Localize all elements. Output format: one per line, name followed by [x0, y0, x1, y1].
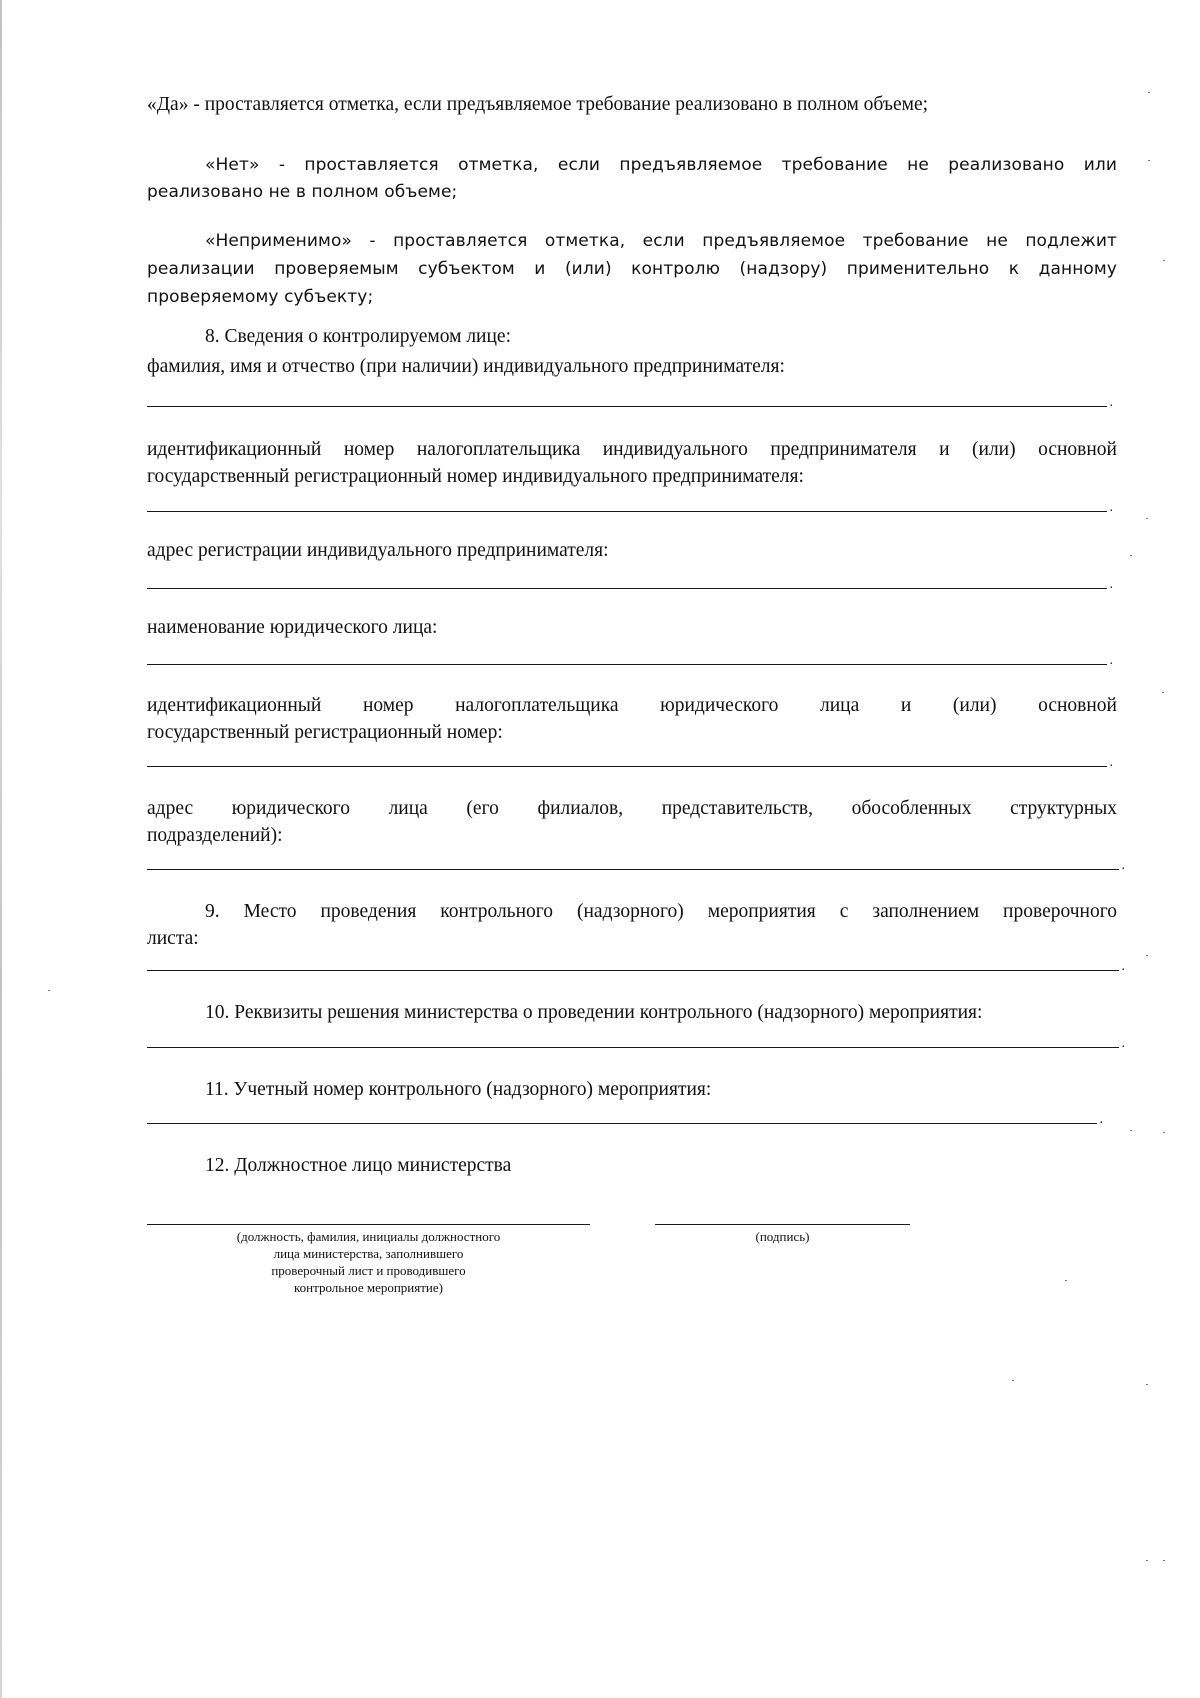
scan-speck — [1163, 1560, 1165, 1561]
le-name-label: наименование юридического лица: — [147, 617, 438, 638]
section11-fill-line[interactable] — [147, 1112, 1103, 1127]
le-address-label-line1: адрес юридического лица (его филиалов, представительств, обособленных структурных — [147, 798, 1117, 819]
signature-line[interactable] — [655, 1224, 910, 1225]
scan-speck — [1130, 1130, 1132, 1131]
line-end-mark: . — [1121, 1036, 1125, 1051]
scan-speck — [1146, 518, 1148, 519]
scan-speck — [1163, 260, 1165, 261]
scan-speck — [1146, 1560, 1148, 1561]
line-end-mark: . — [1109, 395, 1113, 410]
ip-inn-label-line1: идентификационный номер налогоплательщика индивидуального предпринимателя и (или) основной — [147, 439, 1117, 460]
line-end-mark: . — [1109, 500, 1113, 515]
scan-speck — [1148, 160, 1150, 161]
line-end-mark: . — [1109, 755, 1113, 770]
scan-speck — [1012, 1380, 1014, 1381]
legend-na-line1: «Неприменимо» - проставляется отметка, если предъявляемое требование не подлежит — [205, 231, 1117, 251]
line-end-mark: . — [1109, 577, 1113, 592]
ip-address-label: адрес регистрации индивидуального предпринимателя: — [147, 540, 609, 561]
line-end-mark: . — [1109, 653, 1113, 668]
legend-na-line3: проверяемому субъекту; — [147, 287, 374, 307]
scan-speck — [1146, 1384, 1148, 1385]
official-signature-line[interactable] — [147, 1224, 590, 1225]
line-end-mark: . — [1121, 858, 1125, 873]
le-inn-label-line1: идентификационный номер налогоплательщика юридического лица и (или) основной — [147, 695, 1117, 716]
ip-inn-label-line2: государственный регистрационный номер индивидуального предпринимателя: — [147, 466, 804, 487]
scan-edge — [0, 0, 2, 1698]
section10-text: 10. Реквизиты решения министерства о проведении контрольного (надзорного) мероприятия: — [205, 1002, 983, 1023]
le-inn-fill-line[interactable] — [147, 755, 1113, 770]
scan-speck — [1148, 92, 1150, 93]
signature-caption: (подпись) — [755, 1229, 810, 1244]
official-caption-line1: (должность, фамилия, инициалы должностного — [236, 1229, 501, 1244]
line-end-mark: . — [1099, 1112, 1103, 1127]
section8-heading: 8. Сведения о контролируемом лице: — [205, 326, 512, 347]
le-address-label-line2: подразделений): — [147, 825, 283, 846]
legend-no-line1: «Нет» - проставляется отметка, если предъявляемое требование не реализовано или — [205, 155, 1117, 175]
scan-speck — [1162, 692, 1164, 693]
section11-text: 11. Учетный номер контрольного (надзорного) мероприятия: — [205, 1079, 712, 1100]
official-caption-line3: проверочный лист и проводившего — [271, 1263, 466, 1278]
legend-na-line2: реализации проверяемым субъектом и (или) контролю (надзору) применительно к данному — [147, 259, 1117, 279]
le-inn-label-line2: государственный регистрационный номер: — [147, 722, 503, 743]
scan-speck — [1146, 955, 1148, 956]
official-caption — [147, 1228, 590, 1296]
ip-name-fill-line[interactable] — [147, 395, 1113, 410]
legend-no-line2: реализовано не в полном объеме; — [147, 182, 458, 202]
scan-speck — [48, 990, 50, 991]
le-address-fill-line[interactable] — [147, 858, 1125, 873]
official-caption-line4: контрольное мероприятие) — [294, 1280, 443, 1295]
line-end-mark: . — [1121, 959, 1125, 974]
section9-line1: 9. Место проведения контрольного (надзорного) мероприятия с заполнением проверочного — [205, 901, 1117, 922]
ip-address-fill-line[interactable] — [147, 577, 1113, 592]
le-name-fill-line[interactable] — [147, 653, 1113, 668]
legend-yes: «Да» - проставляется отметка, если предъявляемое требование реализовано в полном объеме; — [147, 94, 929, 115]
ip-name-label: фамилия, имя и отчество (при наличии) индивидуального предпринимателя: — [147, 356, 785, 377]
scan-speck — [1163, 1132, 1165, 1133]
section10-fill-line[interactable] — [147, 1036, 1125, 1051]
official-caption-line2: лица министерства, заполнившего — [273, 1246, 464, 1261]
scan-speck — [1130, 555, 1132, 556]
scan-speck — [1065, 1280, 1067, 1281]
section9-fill-line[interactable] — [147, 959, 1125, 974]
ip-inn-fill-line[interactable] — [147, 500, 1113, 515]
section12-text: 12. Должностное лицо министерства — [205, 1155, 512, 1176]
section9-line2: листа: — [147, 928, 199, 949]
